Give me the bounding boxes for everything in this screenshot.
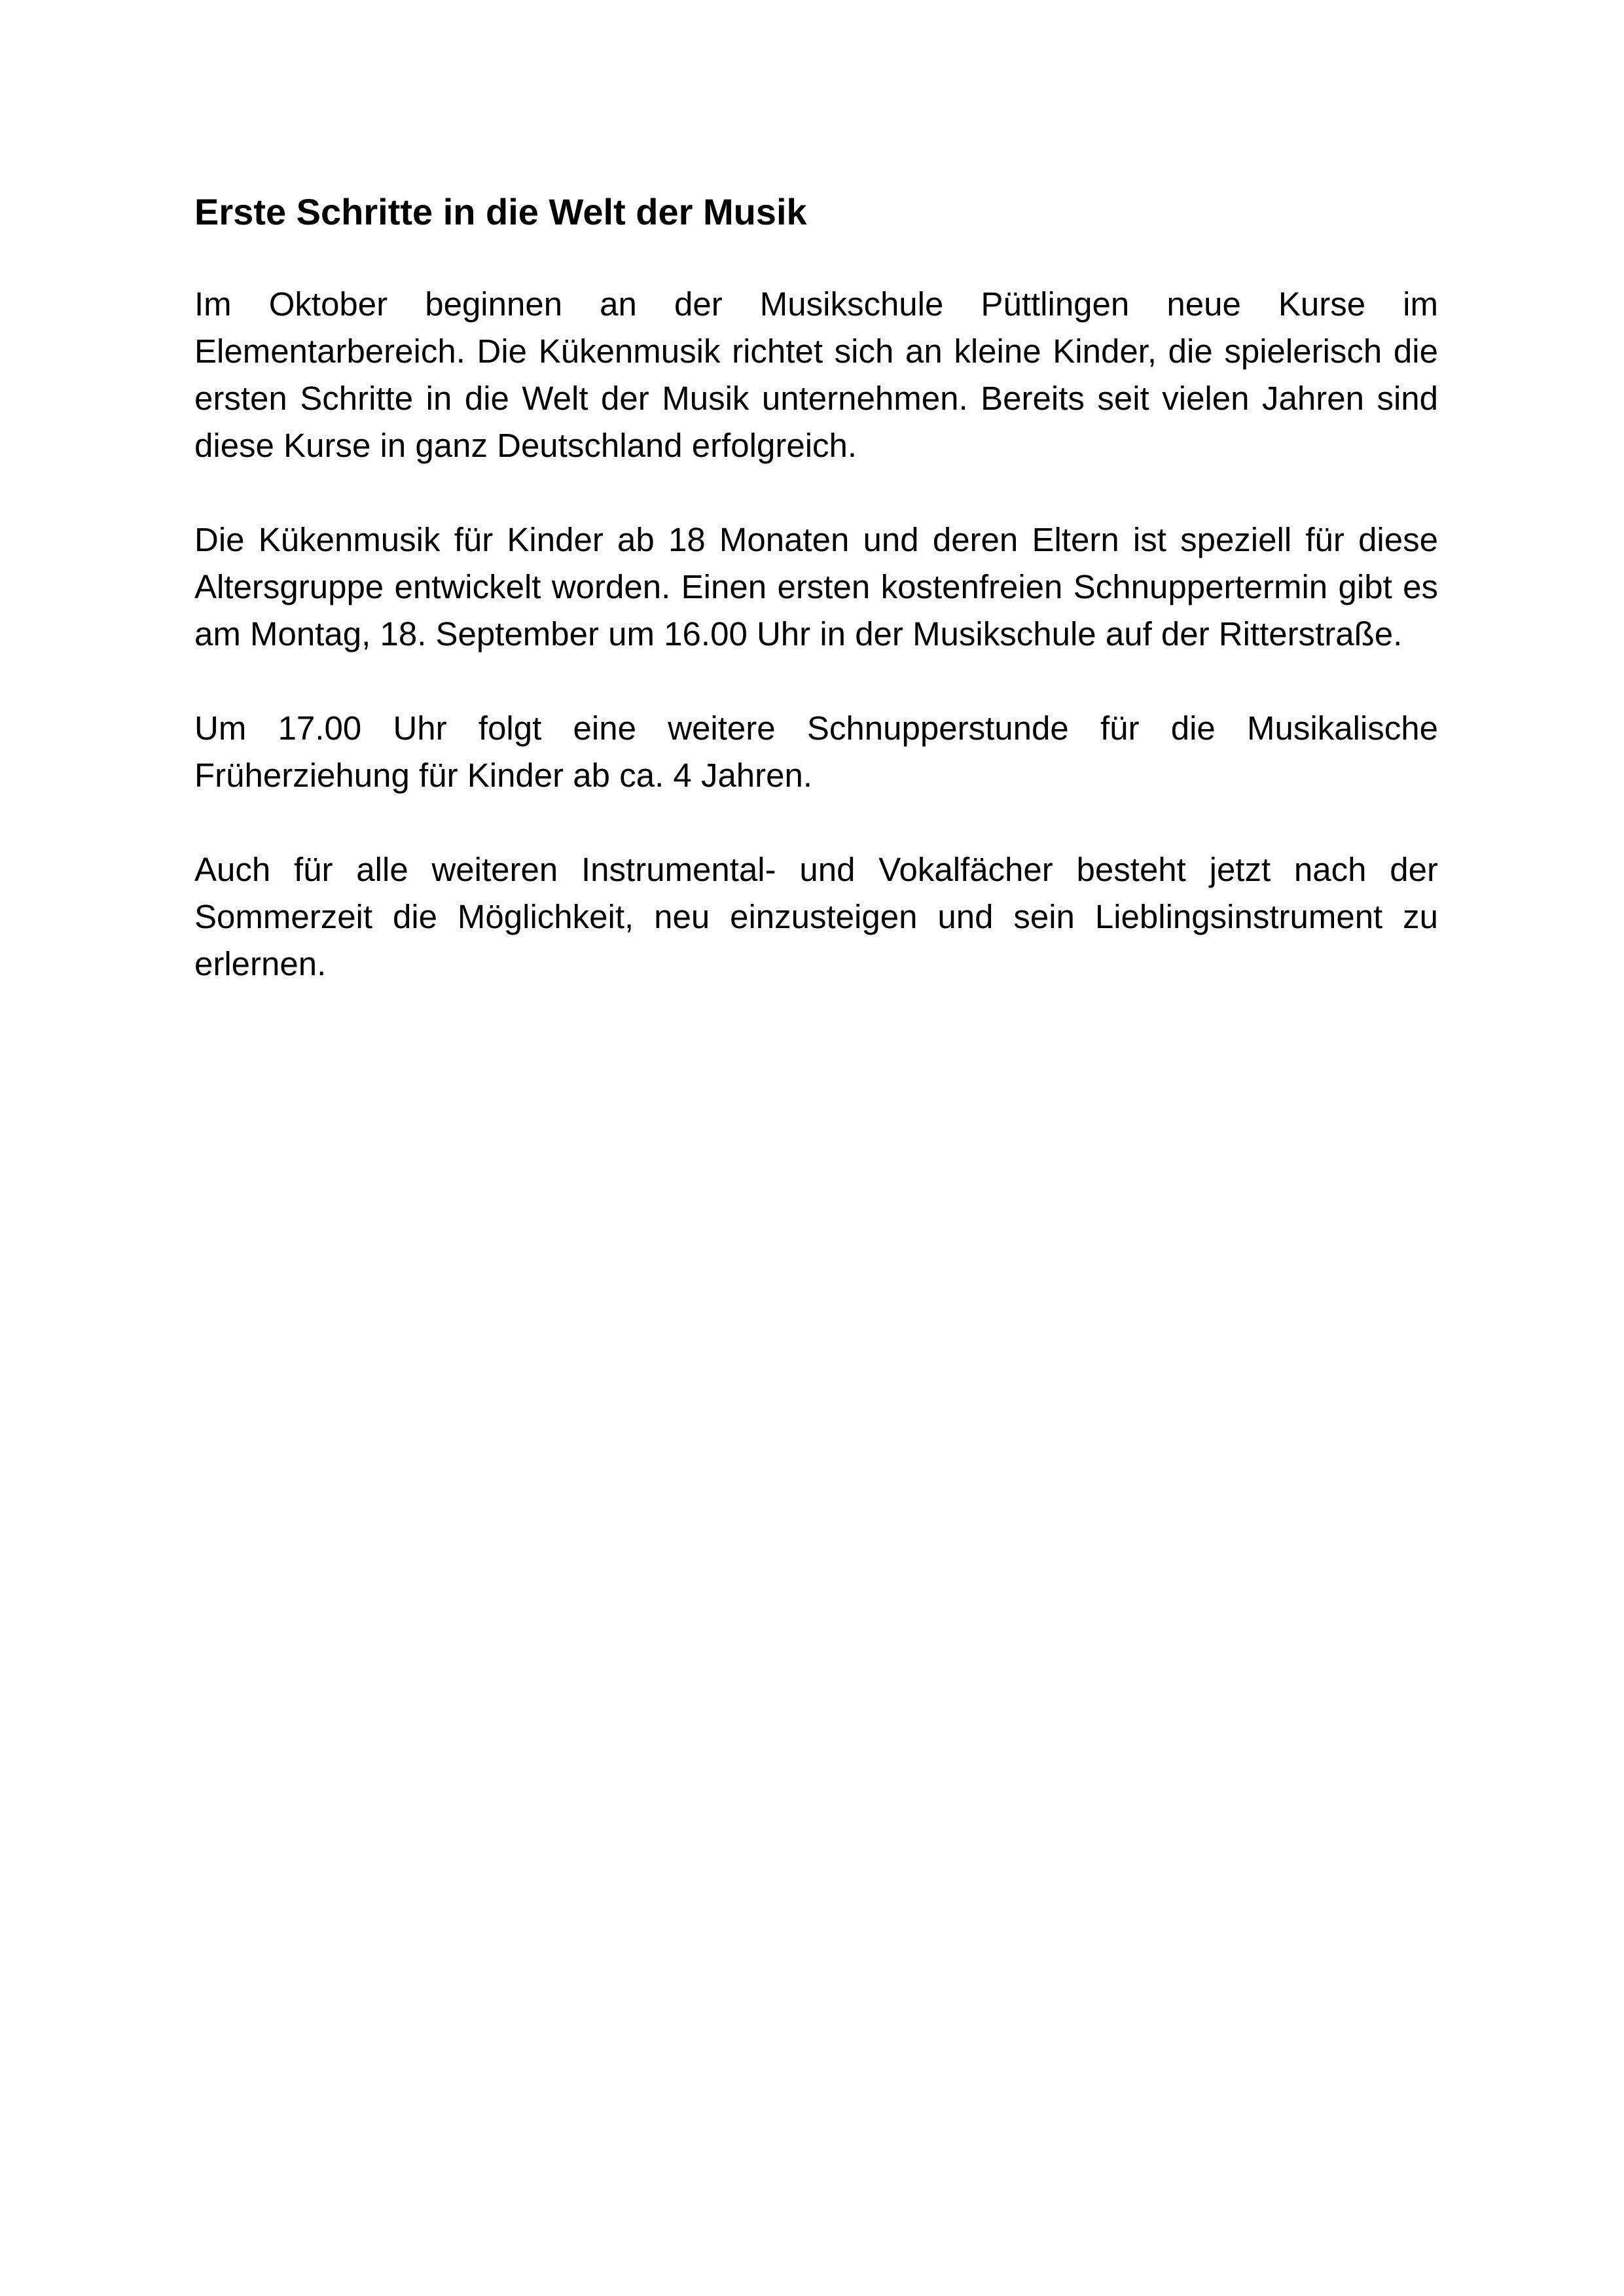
paragraph-1: Im Oktober beginnen an der Musikschule Püttlingen neue Kurse im Elementarbereich. Die Kükenmusik richtet sich an kleine Kinder, die spielerisch die ersten Schritte in die Welt der Musik unternehmen. Bereits seit vielen Jahren sind diese Kurse in ganz Deutschland erfolgreich. [194, 285, 1438, 465]
paragraph-4: Auch für alle weiteren Instrumental- und Vokalfächer besteht jetzt nach der Sommerzeit die Möglichkeit, neu einzusteigen und sein Lieblingsinstrument zu erlernen. [194, 851, 1438, 983]
paragraph-3: Um 17.00 Uhr folgt eine weitere Schnupperstunde für die Musikalische Früherziehung für Kinder ab ca. 4 Jahren. [194, 709, 1438, 795]
paragraph-2: Die Kükenmusik für Kinder ab 18 Monaten und deren Eltern ist speziell für diese Altersgruppe entwickelt worden. Einen ersten kostenfreien Schnuppertermin gibt es am Montag, 18. September um 16.00 Uhr in der Musikschule auf der Ritterstraße. [194, 521, 1438, 653]
document-title: Erste Schritte in die Welt der Musik [194, 191, 807, 232]
document-page [194, 190, 1438, 1035]
